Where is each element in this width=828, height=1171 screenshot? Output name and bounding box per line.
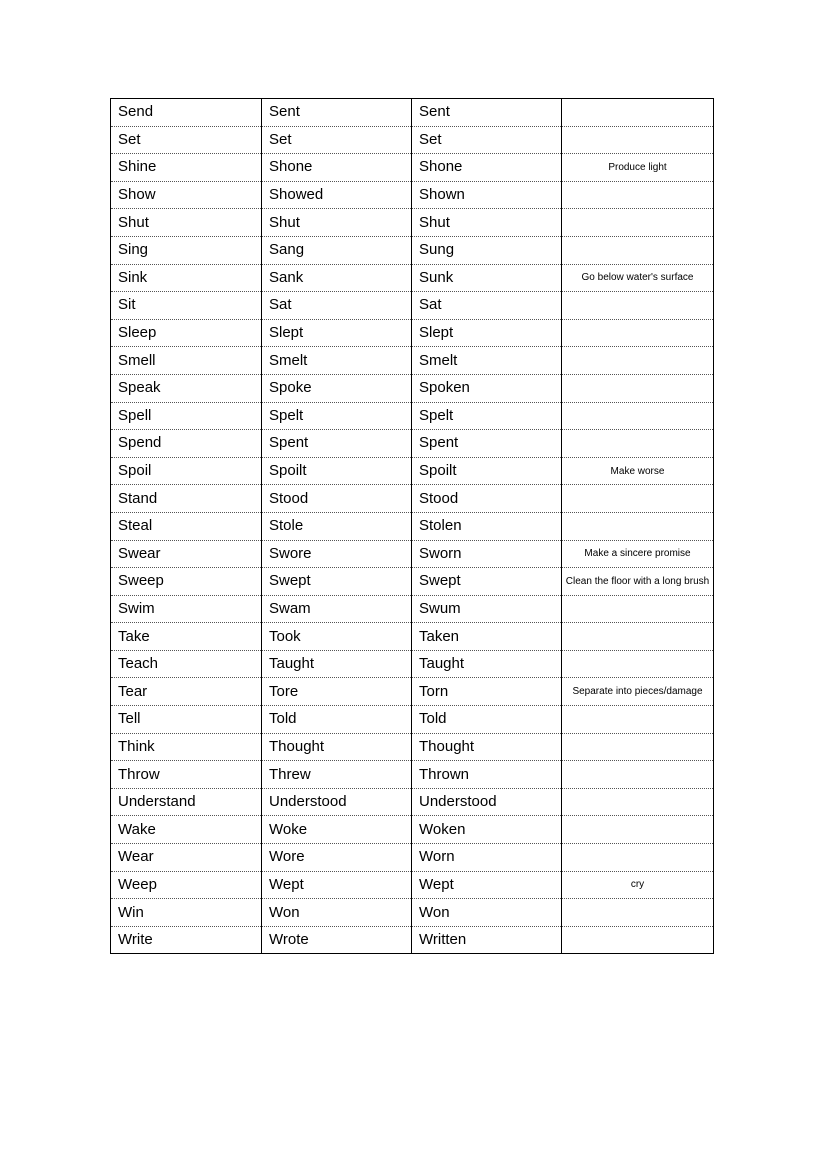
meaning-cell: [562, 430, 714, 458]
base-form-cell: Tear: [111, 678, 262, 706]
base-form-cell: Swim: [111, 595, 262, 623]
base-form-cell: Steal: [111, 512, 262, 540]
past-participle-cell: Sworn: [412, 540, 562, 568]
past-participle-cell: Woken: [412, 816, 562, 844]
base-form-cell: Shut: [111, 209, 262, 237]
meaning-cell: [562, 126, 714, 154]
past-participle-cell: Torn: [412, 678, 562, 706]
past-participle-cell: Slept: [412, 319, 562, 347]
base-form-cell: Sweep: [111, 568, 262, 596]
verb-row: [111, 512, 714, 540]
verb-row: [111, 264, 714, 292]
meaning-cell: [562, 788, 714, 816]
verb-row: [111, 181, 714, 209]
verb-row: [111, 374, 714, 402]
past-participle-cell: Taken: [412, 623, 562, 651]
past-participle-cell: Sent: [412, 99, 562, 127]
past-simple-cell: Woke: [262, 816, 412, 844]
past-participle-cell: Wept: [412, 871, 562, 899]
past-simple-cell: Swam: [262, 595, 412, 623]
past-simple-cell: Spoilt: [262, 457, 412, 485]
base-form-cell: Teach: [111, 650, 262, 678]
verb-row: [111, 623, 714, 651]
past-participle-cell: Smelt: [412, 347, 562, 375]
past-simple-cell: Shut: [262, 209, 412, 237]
past-participle-cell: Written: [412, 926, 562, 954]
meaning-cell: [562, 485, 714, 513]
past-simple-cell: Tore: [262, 678, 412, 706]
verb-row: [111, 899, 714, 927]
past-participle-cell: Spoken: [412, 374, 562, 402]
past-simple-cell: Wore: [262, 844, 412, 872]
past-simple-cell: Thought: [262, 733, 412, 761]
base-form-cell: Spell: [111, 402, 262, 430]
past-participle-cell: Told: [412, 706, 562, 734]
verb-row: [111, 347, 714, 375]
verb-row: [111, 540, 714, 568]
past-participle-cell: Won: [412, 899, 562, 927]
past-participle-cell: Stood: [412, 485, 562, 513]
past-participle-cell: Sunk: [412, 264, 562, 292]
base-form-cell: Write: [111, 926, 262, 954]
meaning-cell: [562, 844, 714, 872]
verb-row: [111, 650, 714, 678]
verb-row: [111, 126, 714, 154]
past-simple-cell: Wrote: [262, 926, 412, 954]
meaning-cell: [562, 926, 714, 954]
verb-row: [111, 154, 714, 182]
base-form-cell: Sink: [111, 264, 262, 292]
verb-row: [111, 761, 714, 789]
base-form-cell: Stand: [111, 485, 262, 513]
base-form-cell: Win: [111, 899, 262, 927]
past-simple-cell: Sang: [262, 236, 412, 264]
past-simple-cell: Won: [262, 899, 412, 927]
meaning-cell: cry: [562, 871, 714, 899]
past-participle-cell: Set: [412, 126, 562, 154]
irregular-verbs-table: [110, 98, 714, 954]
meaning-cell: [562, 816, 714, 844]
past-participle-cell: Swum: [412, 595, 562, 623]
verb-row: [111, 788, 714, 816]
past-participle-cell: Taught: [412, 650, 562, 678]
verb-row: [111, 236, 714, 264]
meaning-cell: [562, 706, 714, 734]
past-simple-cell: Slept: [262, 319, 412, 347]
base-form-cell: Take: [111, 623, 262, 651]
past-simple-cell: Shone: [262, 154, 412, 182]
base-form-cell: Show: [111, 181, 262, 209]
past-participle-cell: Understood: [412, 788, 562, 816]
verb-row: [111, 595, 714, 623]
base-form-cell: Think: [111, 733, 262, 761]
past-participle-cell: Shown: [412, 181, 562, 209]
past-simple-cell: Understood: [262, 788, 412, 816]
verb-row: [111, 816, 714, 844]
past-simple-cell: Swept: [262, 568, 412, 596]
meaning-cell: [562, 236, 714, 264]
past-simple-cell: Spoke: [262, 374, 412, 402]
base-form-cell: Sleep: [111, 319, 262, 347]
past-participle-cell: Sat: [412, 292, 562, 320]
base-form-cell: Speak: [111, 374, 262, 402]
base-form-cell: Wear: [111, 844, 262, 872]
verb-row: [111, 926, 714, 954]
past-participle-cell: Swept: [412, 568, 562, 596]
past-simple-cell: Threw: [262, 761, 412, 789]
past-simple-cell: Stole: [262, 512, 412, 540]
verb-table-body: [111, 99, 714, 954]
past-participle-cell: Thrown: [412, 761, 562, 789]
past-simple-cell: Set: [262, 126, 412, 154]
past-simple-cell: Stood: [262, 485, 412, 513]
past-participle-cell: Spoilt: [412, 457, 562, 485]
base-form-cell: Wake: [111, 816, 262, 844]
verb-row: [111, 209, 714, 237]
past-simple-cell: Told: [262, 706, 412, 734]
past-simple-cell: Taught: [262, 650, 412, 678]
meaning-cell: [562, 761, 714, 789]
base-form-cell: Set: [111, 126, 262, 154]
past-participle-cell: Spent: [412, 430, 562, 458]
verb-row: [111, 568, 714, 596]
base-form-cell: Sing: [111, 236, 262, 264]
verb-row: [111, 678, 714, 706]
meaning-cell: [562, 319, 714, 347]
verb-row: [111, 706, 714, 734]
past-participle-cell: Spelt: [412, 402, 562, 430]
meaning-cell: Produce light: [562, 154, 714, 182]
past-simple-cell: Swore: [262, 540, 412, 568]
past-participle-cell: Thought: [412, 733, 562, 761]
meaning-cell: [562, 733, 714, 761]
meaning-cell: [562, 347, 714, 375]
meaning-cell: [562, 181, 714, 209]
past-simple-cell: Spent: [262, 430, 412, 458]
meaning-cell: Separate into pieces/damage: [562, 678, 714, 706]
past-participle-cell: Worn: [412, 844, 562, 872]
base-form-cell: Shine: [111, 154, 262, 182]
verb-row: [111, 871, 714, 899]
past-participle-cell: Sung: [412, 236, 562, 264]
verb-row: [111, 485, 714, 513]
meaning-cell: [562, 402, 714, 430]
verb-row: [111, 733, 714, 761]
past-simple-cell: Sat: [262, 292, 412, 320]
base-form-cell: Weep: [111, 871, 262, 899]
meaning-cell: [562, 623, 714, 651]
base-form-cell: Spend: [111, 430, 262, 458]
past-simple-cell: Showed: [262, 181, 412, 209]
past-simple-cell: Took: [262, 623, 412, 651]
meaning-cell: [562, 512, 714, 540]
base-form-cell: Send: [111, 99, 262, 127]
meaning-cell: Make a sincere promise: [562, 540, 714, 568]
verb-row: [111, 402, 714, 430]
base-form-cell: Swear: [111, 540, 262, 568]
verb-row: [111, 319, 714, 347]
past-simple-cell: Wept: [262, 871, 412, 899]
past-participle-cell: Shone: [412, 154, 562, 182]
meaning-cell: Clean the floor with a long brush: [562, 568, 714, 596]
verb-row: [111, 457, 714, 485]
base-form-cell: Understand: [111, 788, 262, 816]
base-form-cell: Smell: [111, 347, 262, 375]
past-participle-cell: Stolen: [412, 512, 562, 540]
meaning-cell: [562, 650, 714, 678]
meaning-cell: [562, 374, 714, 402]
base-form-cell: Tell: [111, 706, 262, 734]
meaning-cell: [562, 595, 714, 623]
past-participle-cell: Shut: [412, 209, 562, 237]
meaning-cell: [562, 292, 714, 320]
meaning-cell: Go below water's surface: [562, 264, 714, 292]
base-form-cell: Throw: [111, 761, 262, 789]
verb-row: [111, 292, 714, 320]
meaning-cell: Make worse: [562, 457, 714, 485]
meaning-cell: [562, 899, 714, 927]
meaning-cell: [562, 99, 714, 127]
past-simple-cell: Sent: [262, 99, 412, 127]
verb-row: [111, 430, 714, 458]
verb-row: [111, 99, 714, 127]
base-form-cell: Spoil: [111, 457, 262, 485]
past-simple-cell: Spelt: [262, 402, 412, 430]
verb-row: [111, 844, 714, 872]
base-form-cell: Sit: [111, 292, 262, 320]
meaning-cell: [562, 209, 714, 237]
past-simple-cell: Smelt: [262, 347, 412, 375]
past-simple-cell: Sank: [262, 264, 412, 292]
